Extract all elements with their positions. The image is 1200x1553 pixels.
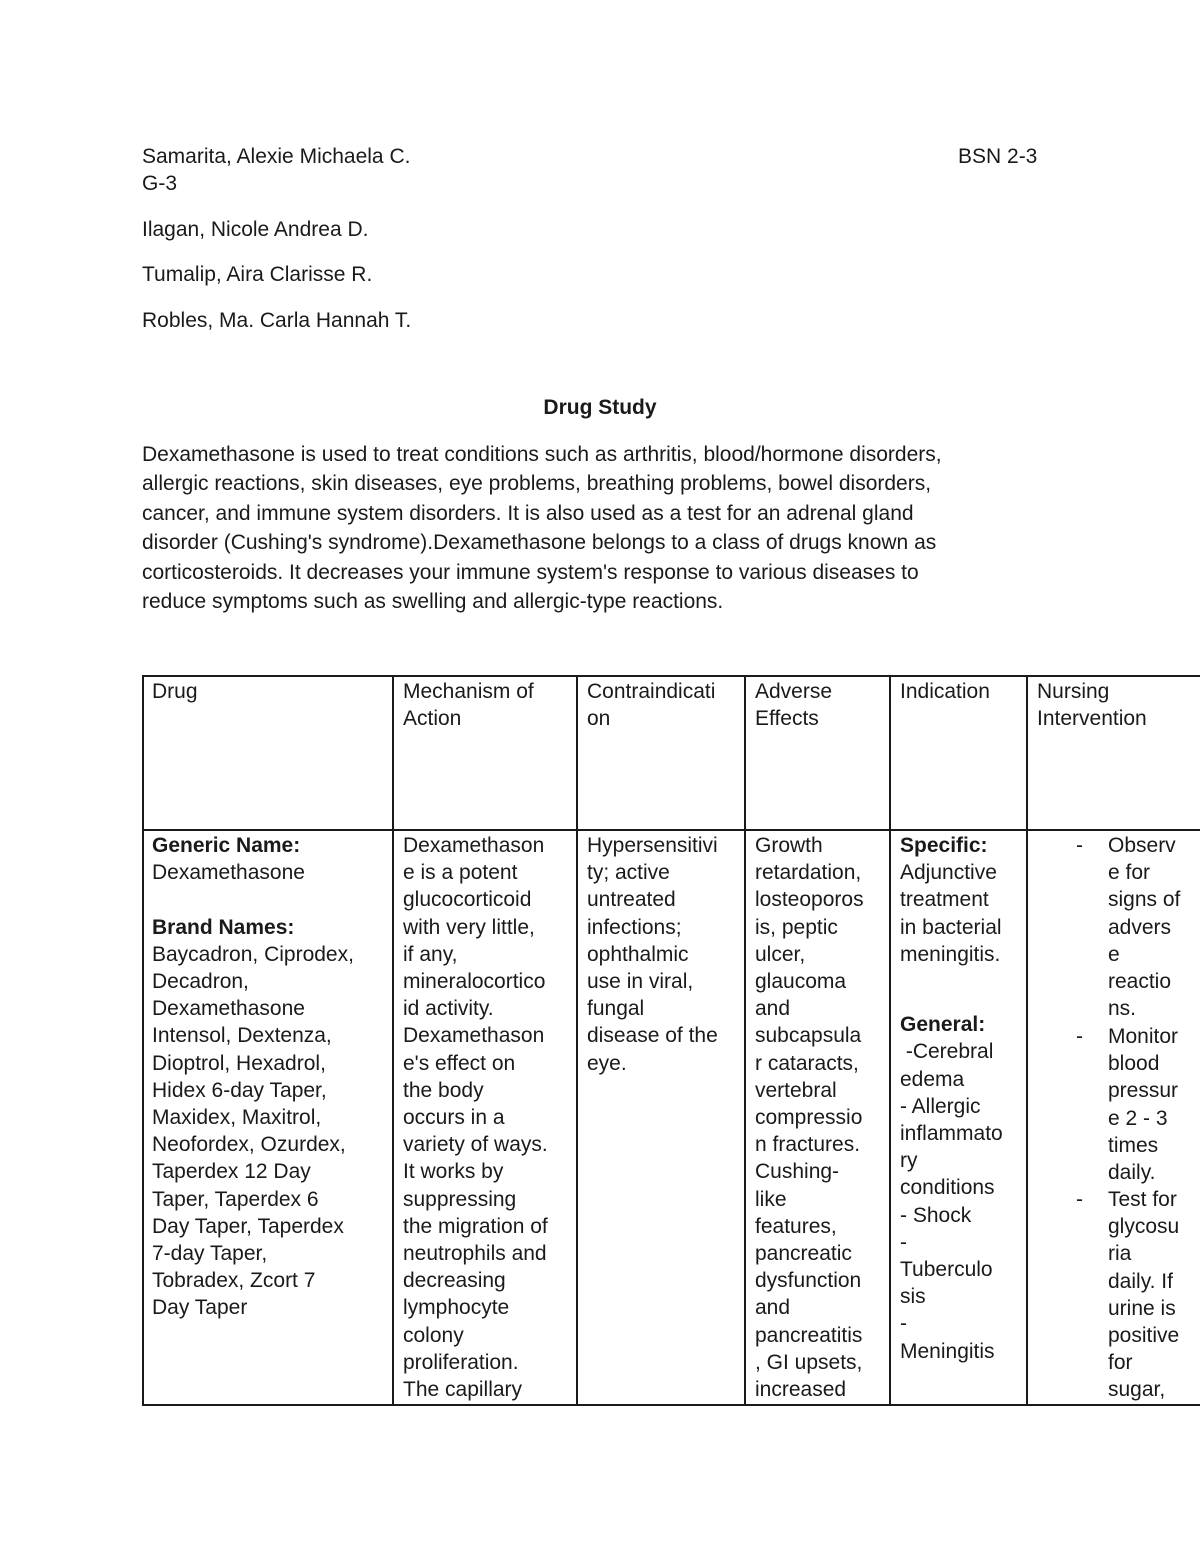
brand-line: Day Taper, Taperdex xyxy=(152,1214,344,1238)
column-divider xyxy=(576,675,578,1406)
brand-line: Tobradex, Zcort 7 xyxy=(152,1269,316,1293)
section-label: BSN 2-3 xyxy=(958,145,1038,168)
student-name-2: Ilagan, Nicole Andrea D. xyxy=(142,218,369,241)
generic-name-label: Generic Name: xyxy=(152,834,301,857)
brand-line: Maxidex, Maxitrol, xyxy=(152,1106,322,1130)
brand-line: 7-day Taper, xyxy=(152,1242,268,1266)
generic-name-value: Dexamethasone xyxy=(152,861,305,885)
column-divider xyxy=(744,675,746,1406)
column-divider xyxy=(392,675,394,1406)
table-border-bottom xyxy=(142,1404,1200,1406)
column-divider xyxy=(889,675,891,1406)
student-name-1: Samarita, Alexie Michaela C. xyxy=(142,145,411,168)
header-adverse-effects: Adverse Effects xyxy=(755,680,833,731)
nursing-item: - Observ e for signs of advers e reactio ns. xyxy=(1076,834,1181,1021)
intro-paragraph xyxy=(142,440,1062,616)
column-divider xyxy=(1026,675,1028,1406)
table-border-left xyxy=(142,675,144,1406)
cell-contraindication: Hypersensitivi ty; active untreated infections; ophthalmic use in viral, fungal disease of the eye. xyxy=(587,834,718,1075)
brand-line: Dioptrol, Hexadrol, xyxy=(152,1051,326,1075)
student-name-3: Tumalip, Aira Clarisse R. xyxy=(142,263,373,286)
header-nursing-intervention: Nursing Intervention xyxy=(1037,680,1147,731)
intro-line: disorder (Cushing's syndrome).Dexamethasone belongs to a class of drugs known as xyxy=(142,531,937,555)
brand-names-label: Brand Names: xyxy=(152,915,295,939)
cell-mechanism-of-action: Dexamethason e is a potent glucocorticoid with very little, if any, mineralocortico id activity. Dexamethason e's effect on the body occurs in a variety of ways. It works by suppressing the migration of neutrophils and decreasing lymphocyte colony proliferation. The capillary xyxy=(403,834,548,1402)
document-title: Drug Study xyxy=(543,396,657,419)
header-contraindication: Contraindicati on xyxy=(587,680,716,731)
brand-line: Taper, Taperdex 6 xyxy=(152,1187,319,1211)
table-border-top xyxy=(142,675,1200,677)
brand-line: Taperdex 12 Day xyxy=(152,1160,311,1184)
cell-adverse-effects: Growth retardation, losteoporos is, peptic ulcer, glaucoma and subcapsula r cataracts, vertebral compressio n fractures. Cushing- like features, pancreatic dysfunction and pancreatitis , GI upsets, increased xyxy=(755,834,864,1402)
header-drug: Drug xyxy=(152,680,198,703)
brand-line: Hidex 6-day Taper, xyxy=(152,1078,327,1102)
group-label: G-3 xyxy=(142,172,178,195)
brand-line: Decadron, xyxy=(152,970,249,993)
nursing-item: - Test for glycosu ria daily. If urine is positive for sugar, xyxy=(1076,1188,1180,1402)
intro-line: Dexamethasone is used to treat conditions such as arthritis, blood/hormone disorders, xyxy=(142,443,942,466)
bullet-dash: - xyxy=(1076,834,1083,857)
brand-line: Neofordex, Ozurdex, xyxy=(152,1133,346,1157)
brand-line: Baycadron, Ciprodex, xyxy=(152,942,354,966)
header-mechanism-of-action: Mechanism of Action xyxy=(403,680,534,731)
brand-line: Intensol, Dextenza, xyxy=(152,1024,332,1048)
header-indication: Indication xyxy=(900,680,990,703)
specific-label: Specific: xyxy=(900,834,988,857)
cell-drug xyxy=(152,832,354,1322)
bullet-dash: - xyxy=(1076,1025,1083,1048)
brand-line: Dexamethasone xyxy=(152,997,305,1021)
intro-line: reduce symptoms such as swelling and allergic-type reactions. xyxy=(142,590,724,614)
nursing-item: - Monitor blood pressur e 2 - 3 times daily. xyxy=(1076,1025,1179,1185)
intro-line: allergic reactions, skin diseases, eye problems, breathing problems, bowel disorders, xyxy=(142,472,932,496)
student-name-4: Robles, Ma. Carla Hannah T. xyxy=(142,309,412,332)
table-header-divider xyxy=(142,829,1200,831)
brand-line: Day Taper xyxy=(152,1296,248,1320)
intro-line: cancer, and immune system disorders. It is also used as a test for an adrenal gland xyxy=(142,501,914,525)
cell-indication: Specific: Adjunctive treatment in bacterial meningitis. General: -Cerebral edema - Allergic inflammato ry conditions - Shock - Tuberculo sis - Meningitis xyxy=(900,834,1003,1363)
intro-line: corticosteroids. It decreases your immune system's response to various diseases to xyxy=(142,560,919,584)
bullet-dash: - xyxy=(1076,1188,1083,1211)
general-label: General: xyxy=(900,1013,986,1037)
